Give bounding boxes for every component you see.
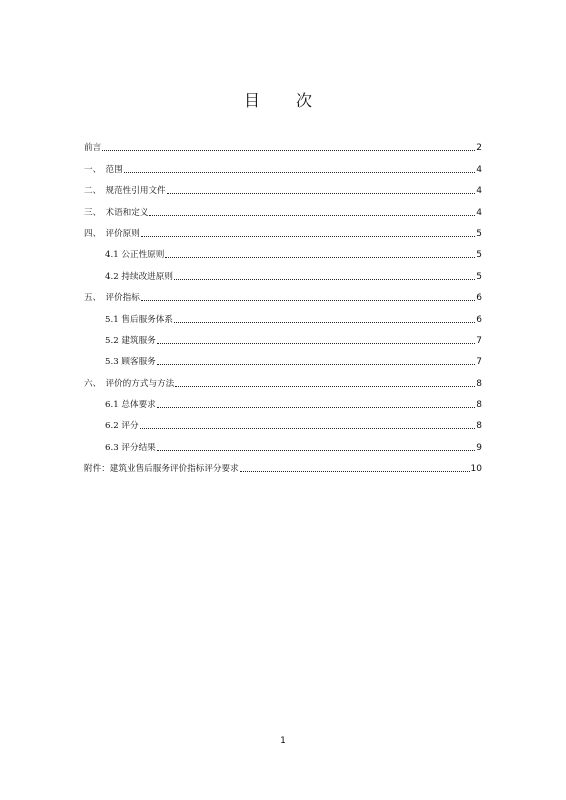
toc-entry-page: 10: [470, 464, 482, 475]
dot-leader: [157, 363, 475, 365]
dot-leader: [174, 278, 475, 280]
dot-leader: [149, 214, 475, 216]
toc-entry-page: 7: [476, 335, 482, 346]
toc-entry-page: 5: [476, 250, 482, 261]
toc-entry[interactable]: [84, 283, 482, 304]
toc-entry-page: 8: [476, 421, 482, 432]
toc-entry-page: 8: [476, 400, 482, 411]
toc-entry-label: 前言: [84, 143, 102, 154]
dot-leader: [157, 449, 475, 451]
toc-entry[interactable]: [84, 326, 482, 347]
toc-entry-label: 一、 范围: [84, 164, 123, 175]
dot-leader: [240, 470, 470, 472]
toc-entry-label: 4.1 公正性原则: [105, 250, 165, 261]
dot-leader: [165, 256, 475, 258]
toc-entry[interactable]: [84, 197, 482, 218]
toc-entry-page: 4: [476, 164, 482, 175]
dot-leader: [141, 235, 475, 237]
toc-entry[interactable]: [84, 368, 482, 389]
toc-entry[interactable]: [84, 432, 482, 453]
toc-entry[interactable]: [84, 154, 482, 175]
toc-entry-page: 2: [476, 143, 482, 154]
dot-leader: [167, 192, 475, 194]
toc-entry[interactable]: [84, 261, 482, 282]
toc-entry-label: 6.1 总体要求: [105, 400, 156, 411]
toc-entry-label: 5.3 顾客服务: [105, 357, 156, 368]
toc-entry-page: 6: [476, 314, 482, 325]
dot-leader: [175, 385, 475, 387]
toc-entry-page: 7: [476, 357, 482, 368]
dot-leader: [157, 406, 475, 408]
dot-leader: [140, 427, 475, 429]
toc-title: 目 次: [243, 91, 322, 110]
toc-entry-page: 9: [476, 442, 482, 453]
toc-entry-page: 5: [476, 228, 482, 239]
toc-entry[interactable]: [84, 454, 482, 475]
toc-entry-label: 五、 评价指标: [84, 293, 140, 304]
table-of-contents: [84, 133, 482, 475]
toc-entry[interactable]: [84, 176, 482, 197]
toc-entry-page: 4: [476, 207, 482, 218]
dot-leader: [102, 149, 475, 151]
toc-entry[interactable]: [84, 347, 482, 368]
toc-entry[interactable]: [84, 304, 482, 325]
page-number: 1: [280, 736, 286, 746]
toc-entry-label: 四、 评价原则: [84, 228, 140, 239]
toc-entry-page: 6: [476, 293, 482, 304]
toc-entry-label: 5.1 售后服务体系: [105, 314, 173, 325]
toc-entry-label: 附件：建筑业售后服务评价指标评分要求: [84, 464, 239, 475]
toc-entry-label: 六、 评价的方式与方法: [84, 378, 175, 389]
dot-leader: [124, 171, 475, 173]
toc-entry-page: 5: [476, 271, 482, 282]
toc-entry-label: 三、 术语和定义: [84, 207, 149, 218]
toc-entry[interactable]: [84, 240, 482, 261]
toc-entry-label: 6.2 评分: [105, 421, 139, 432]
dot-leader: [141, 299, 475, 301]
dot-leader: [157, 342, 475, 344]
toc-entry[interactable]: [84, 390, 482, 411]
toc-entry-label: 6.3 评分结果: [105, 442, 156, 453]
toc-entry-label: 5.2 建筑服务: [105, 335, 156, 346]
toc-entry[interactable]: [84, 219, 482, 240]
dot-leader: [174, 321, 475, 323]
toc-entry[interactable]: [84, 133, 482, 154]
toc-entry-page: 8: [476, 378, 482, 389]
toc-entry[interactable]: [84, 411, 482, 432]
toc-entry-label: 二、 规范性引用文件: [84, 186, 166, 197]
toc-entry-label: 4.2 持续改进原则: [105, 271, 173, 282]
toc-entry-page: 4: [476, 186, 482, 197]
